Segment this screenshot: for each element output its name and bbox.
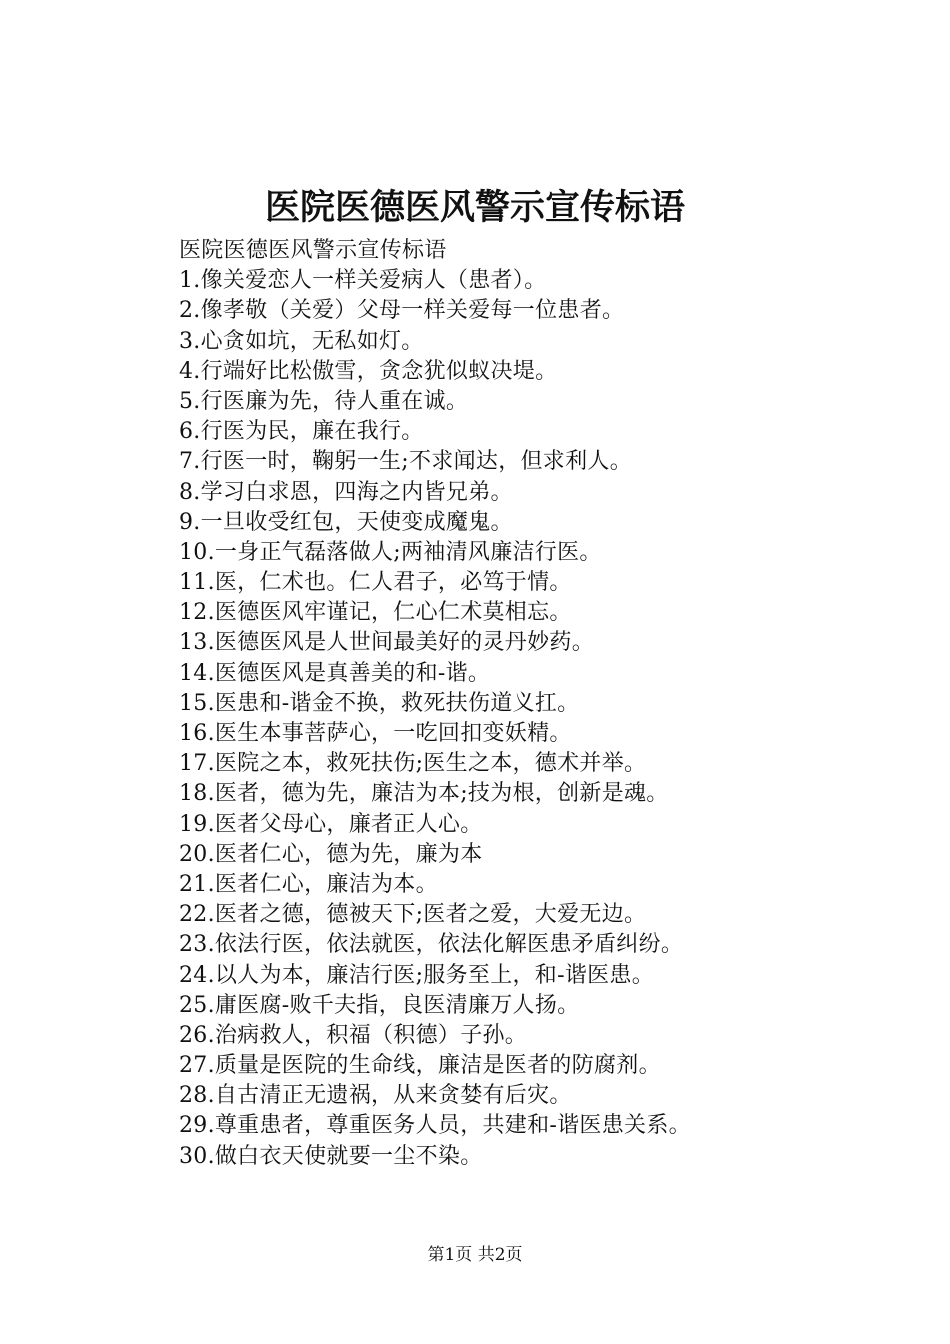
slogan-item: 18.医者，德为先，廉洁为本;技为根，创新是魂。 [179,781,669,807]
slogan-item: 8.学习白求恩，四海之内皆兄弟。 [179,479,513,505]
slogan-item: 6.行医为民，廉在我行。 [179,419,424,445]
slogan-item: 27.质量是医院的生命线，廉洁是医者的防腐剂。 [179,1053,661,1079]
slogan-item: 13.医德医风是人世间最美好的灵丹妙药。 [179,630,594,656]
slogan-item: 9.一旦收受红包，天使变成魔鬼。 [179,509,513,535]
slogan-item: 19.医者父母心，廉者正人心。 [179,811,483,837]
slogan-item: 17.医院之本，救死扶伤;医生之本，德术并举。 [179,751,647,777]
slogan-item: 20.医者仁心，德为先，廉为本 [179,841,483,867]
slogan-item: 24.以人为本，廉洁行医;服务至上，和-谐医患。 [179,962,655,988]
slogan-item: 28.自古清正无遗祸，从来贪婪有后灾。 [179,1083,572,1109]
slogan-item: 26.治病救人，积福（积德）子孙。 [179,1022,528,1048]
slogan-item: 14.医德医风是真善美的和-谐。 [179,660,491,686]
slogan-item: 30.做白衣天使就要一尘不染。 [179,1143,483,1169]
slogan-item: 15.医患和-谐金不换，救死扶伤道义扛。 [179,690,580,716]
page-footer: 第1页 共2页 [427,1245,523,1265]
slogan-item: 3.心贪如坑，无私如灯。 [179,328,424,354]
slogan-item: 10.一身正气磊落做人;两袖清风廉洁行医。 [179,539,602,565]
slogan-item: 5.行医廉为先，待人重在诚。 [179,388,469,414]
document-subtitle: 医院医德医风警示宣传标语 [179,238,447,263]
slogan-item: 16.医生本事菩萨心，一吃回扣变妖精。 [179,721,572,746]
slogan-item: 23.依法行医，依法就医，依法化解医患矛盾纠纷。 [179,932,684,958]
slogan-item: 12.医德医风牢谨记，仁心仁术莫相忘。 [179,600,572,626]
document-body [179,236,879,1172]
slogan-item: 29.尊重患者，尊重医务人员，共建和-谐医患关系。 [179,1113,691,1139]
slogan-item: 1.像关爱恋人一样关爱病人（患者）。 [179,268,547,294]
slogan-item: 4.行端好比松傲雪，贪念犹似蚁决堤。 [179,358,558,384]
slogan-item: 21.医者仁心，廉洁为本。 [179,871,438,897]
slogan-item: 11.医，仁术也。仁人君子，必笃于情。 [179,570,572,596]
slogan-item: 22.医者之德，德被天下;医者之爱，大爱无边。 [179,902,647,928]
document-title: 医院医德医风警示宣传标语 [264,187,685,228]
slogan-item: 7.行医一时，鞠躬一生;不求闻达，但求利人。 [179,449,633,475]
slogan-item: 2.像孝敬（关爱）父母一样关爱每一位患者。 [179,298,625,324]
slogan-item: 25.庸医腐-败千夫指，良医清廉万人扬。 [179,992,580,1018]
